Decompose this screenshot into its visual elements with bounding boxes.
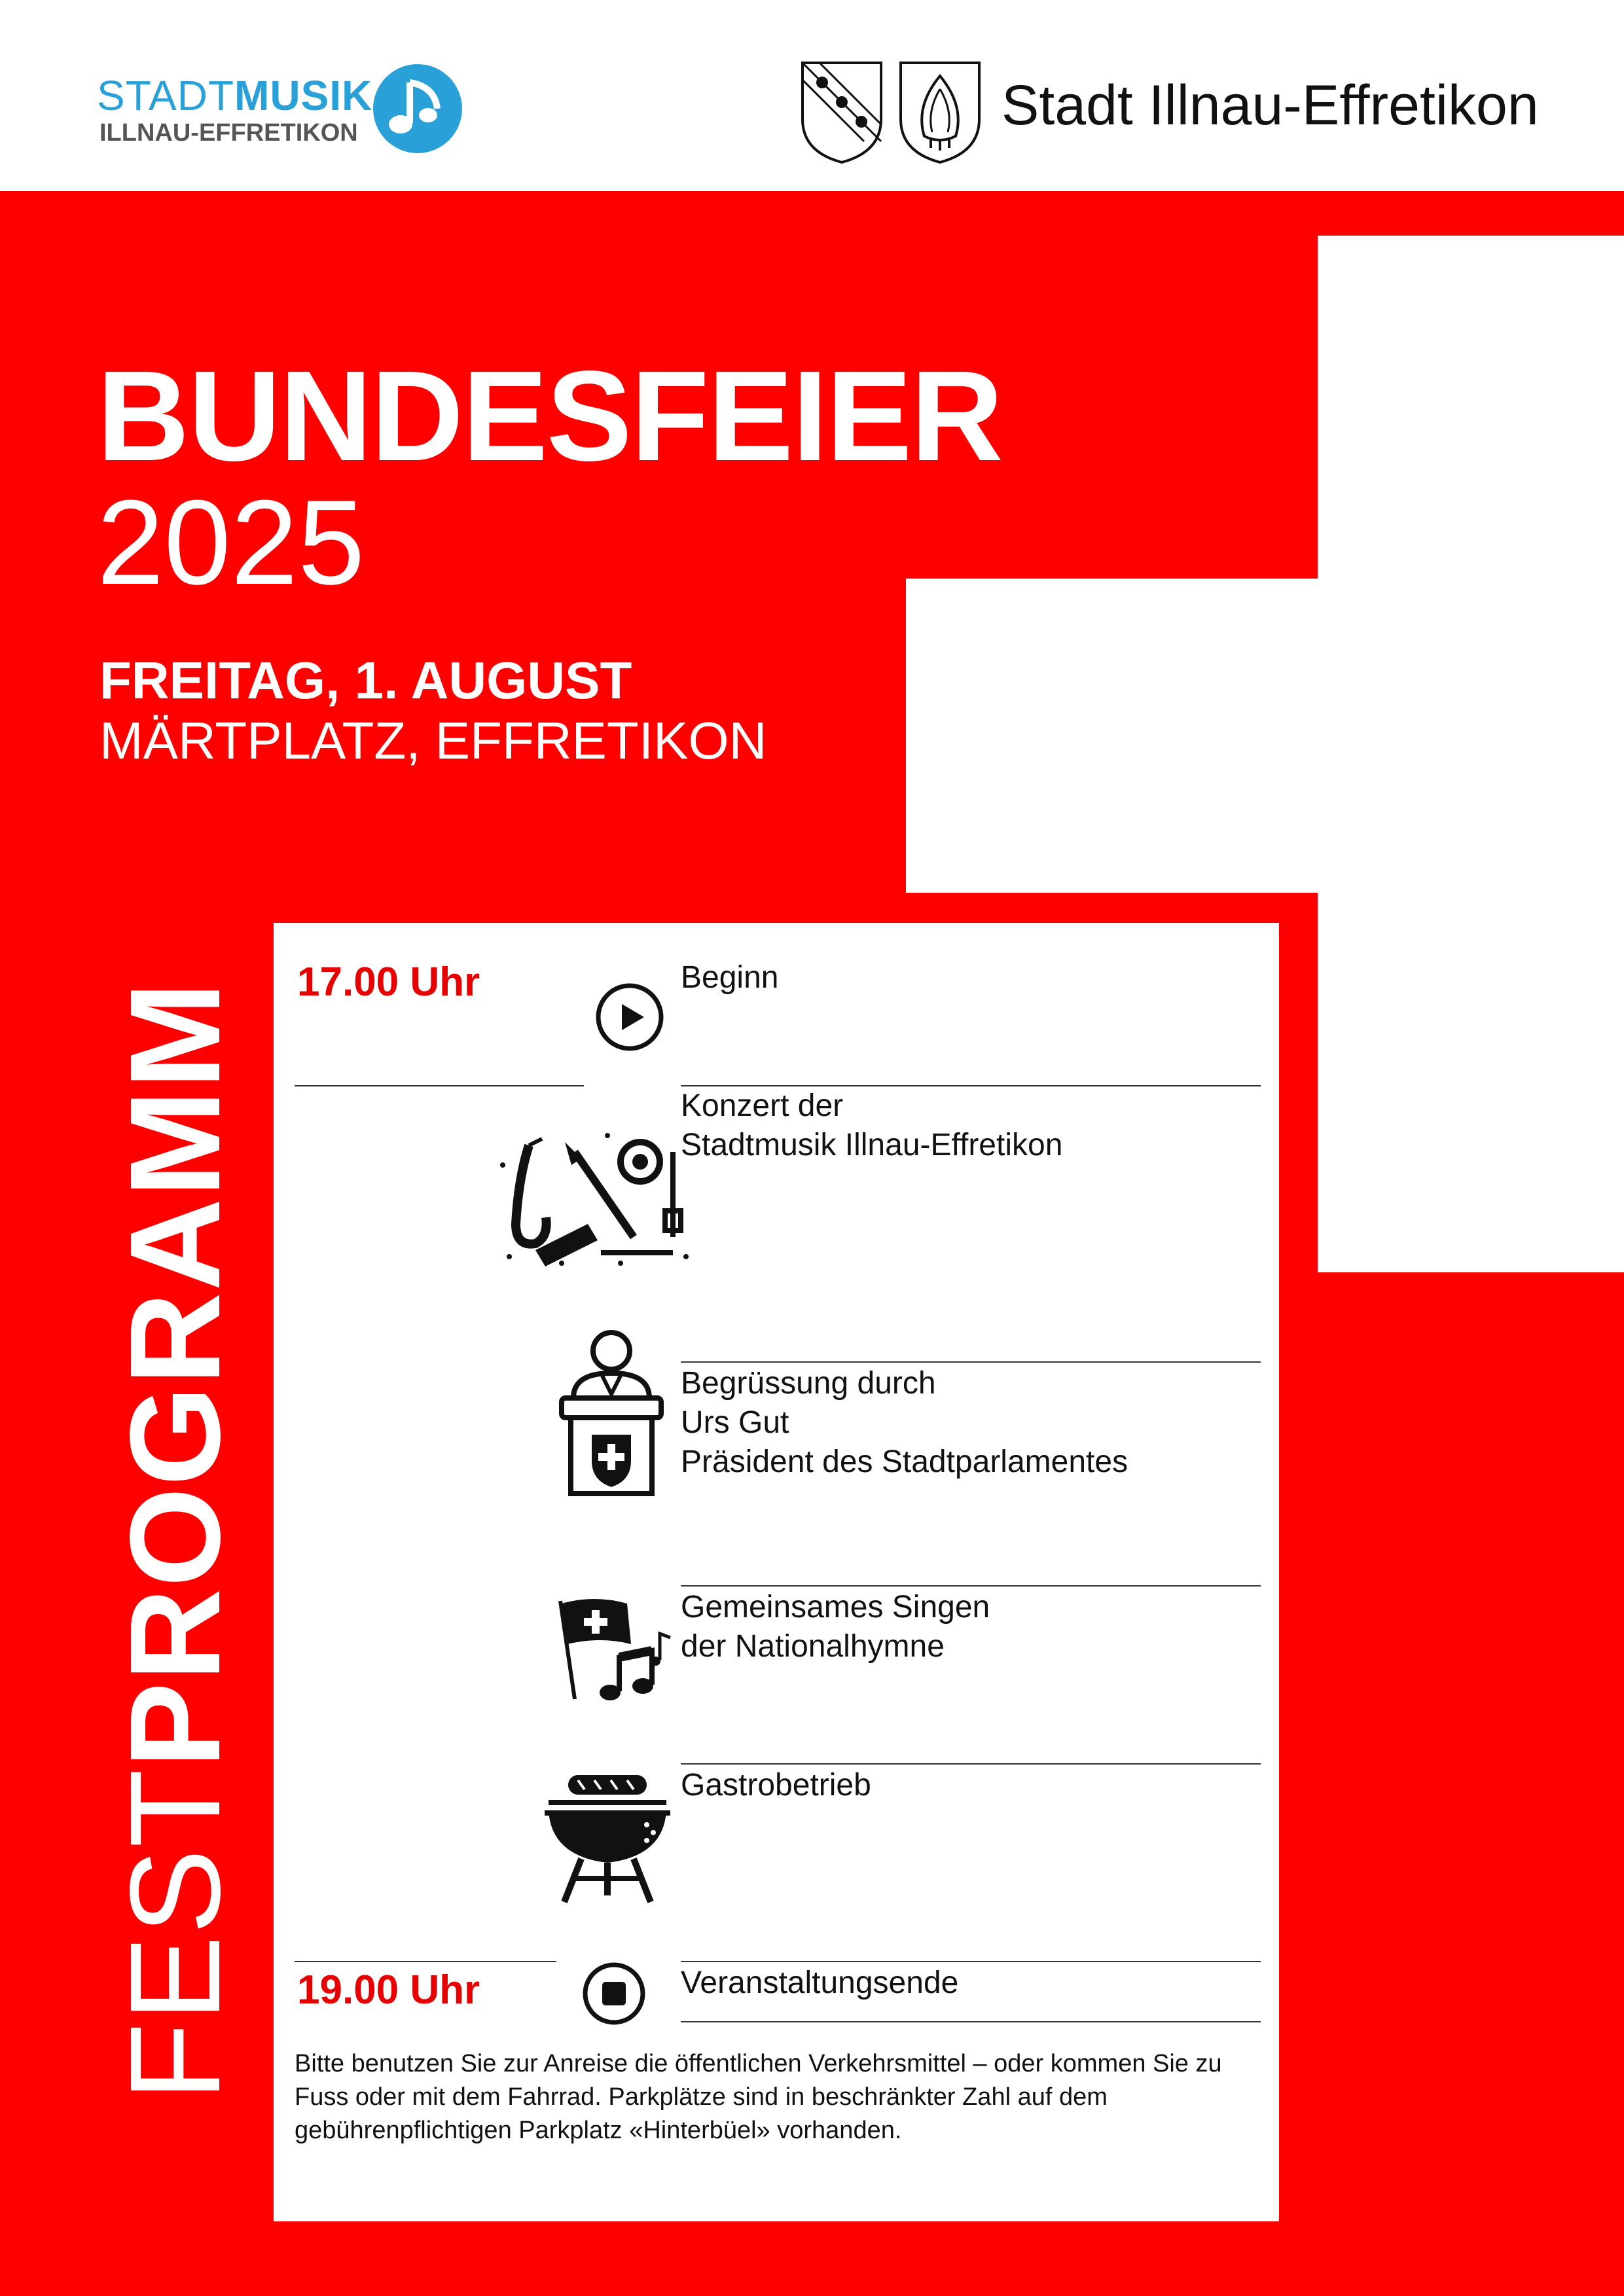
- flag-music-icon: [555, 1594, 673, 1706]
- grill-icon: [542, 1767, 673, 1905]
- festprogramm-label: FESTPROGRAMM: [103, 980, 247, 2101]
- divider: [681, 1361, 1261, 1363]
- divider: [295, 1961, 556, 1962]
- divider: [295, 1085, 584, 1086]
- play-icon: [594, 982, 665, 1052]
- music-note-icon: [372, 63, 463, 154]
- program-item-konzert: Konzert der Stadtmusik Illnau-Effretikon: [681, 1088, 1063, 1162]
- travel-footnote: Bitte benutzen Sie zur Anreise die öffentlichen Verkehrsmittel – oder kommen Sie zu Fuss oder mit dem Fahrrad. Parkplätze sind in beschränkter Zahl auf dem gebührenpflichtigen Parkplatz «Hinterbüel» vorhanden.: [295, 2050, 1222, 2144]
- stadtmusik-logo: [97, 63, 463, 161]
- city-logo: [800, 60, 1585, 165]
- divider: [681, 1763, 1261, 1765]
- city-name: Stadt Illnau-Effretikon: [1001, 74, 1539, 137]
- event-year: 2025: [97, 475, 365, 609]
- end-time: 19.00 Uhr: [297, 1967, 480, 2013]
- program-item-singen: Gemeinsames Singen der Nationalhymne: [681, 1590, 990, 1664]
- program-item-gastro: Gastrobetrieb: [681, 1768, 871, 1803]
- event-date: FREITAG, 1. AUGUST: [99, 651, 632, 709]
- event-title: BUNDESFEIER: [97, 344, 1002, 488]
- speaker-podium-icon: [559, 1326, 664, 1496]
- divider: [681, 1961, 1261, 1962]
- program-item-beginn: Beginn: [681, 960, 779, 995]
- illnau-crest-icon: [800, 60, 884, 165]
- stadtmusik-logo-line1: STADTMUSIK: [97, 72, 373, 119]
- event-place: MÄRTPLATZ, EFFRETIKON: [99, 711, 767, 770]
- start-time: 17.00 Uhr: [297, 960, 480, 1005]
- stop-icon: [581, 1961, 647, 2026]
- red-band-top: [0, 191, 1624, 236]
- effretikon-crest-icon: [898, 60, 982, 165]
- program-item-ende: Veranstaltungsende: [681, 1965, 959, 2000]
- divider: [681, 2021, 1261, 2022]
- stadtmusik-logo-line2: ILLNAU-EFFRETIKON: [99, 119, 358, 147]
- program-item-begruessung: Begrüssung durch Urs Gut Präsident des Stadtparlamentes: [681, 1366, 1128, 1479]
- divider: [681, 1585, 1261, 1587]
- instruments-icon: [490, 1126, 693, 1276]
- program-card: [274, 923, 1279, 2221]
